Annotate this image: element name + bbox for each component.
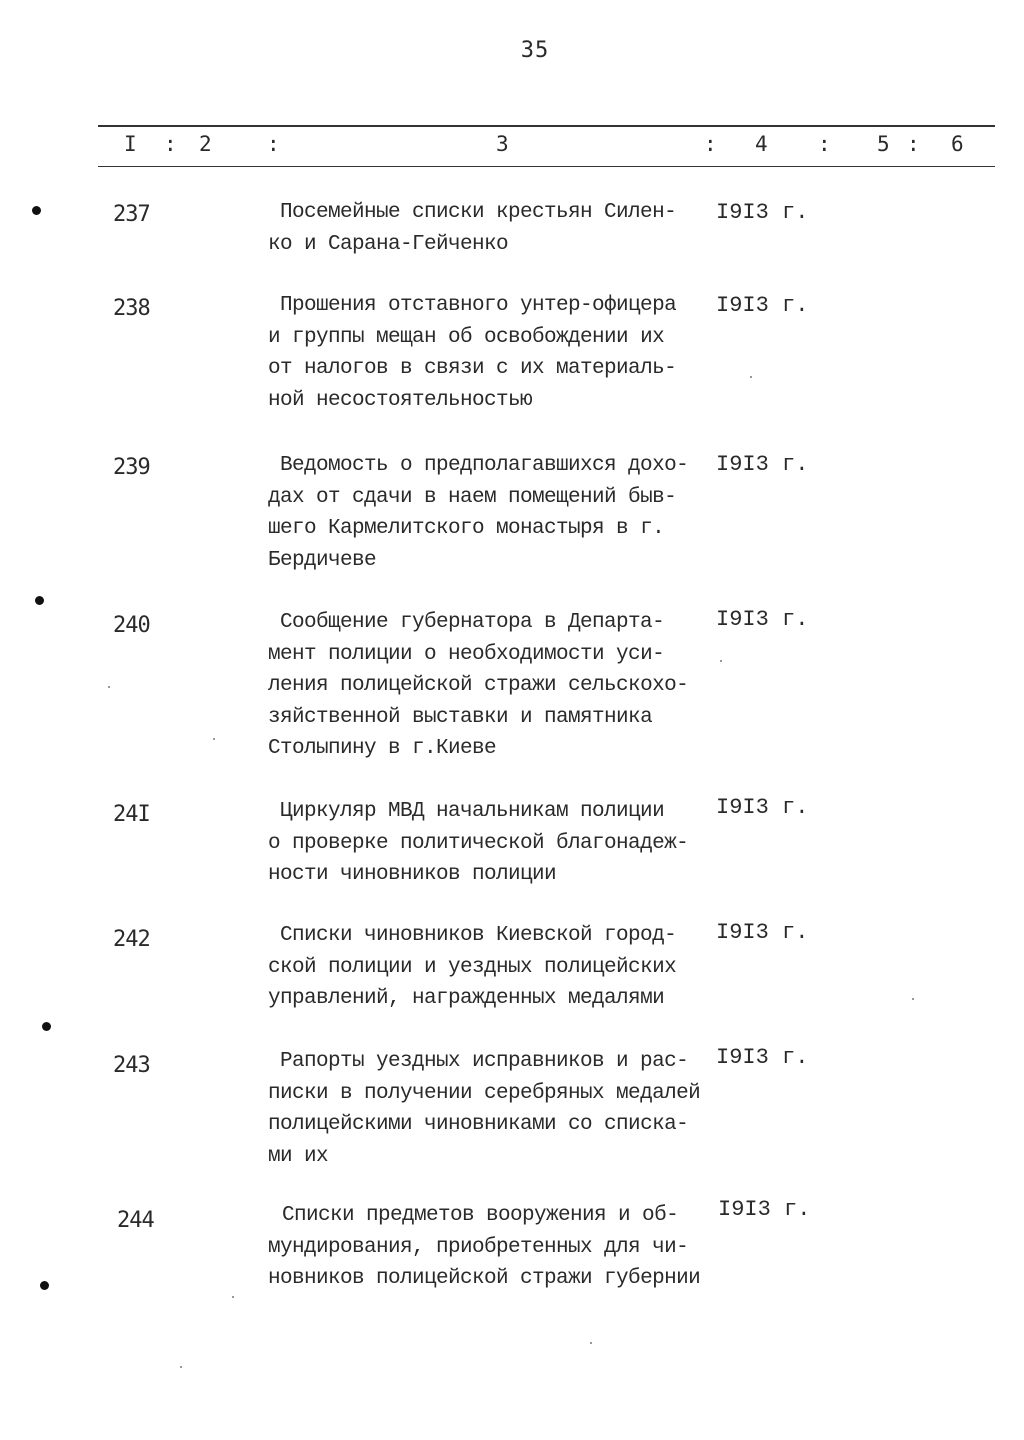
entry-description [268,197,728,260]
entry-description [268,607,728,765]
entry-number: 238 [113,296,150,321]
entry-year: I9I3 г. [716,452,809,477]
description-line: ности чиновников полиции [268,863,557,886]
punch-hole-mark [35,596,44,605]
entry-description [268,920,728,1015]
description-line: о проверке политической благонадеж- [268,831,689,855]
description-line: Списки предметов вооружения и об- [282,1204,679,1227]
description-line: шего Кармелитского монастыря в г. [268,517,665,540]
scan-speck [750,376,752,378]
description-line: ко и Сарана-Гейченко [268,232,509,256]
entry-number: 242 [113,927,150,952]
description-line: писки в получении серебряных медалей [268,1081,701,1105]
entry-year: I9I3 г. [716,795,809,820]
col-header-6: 6 [951,132,964,156]
description-line: Рапорты уездных исправников и рас- [280,1050,689,1073]
header-bottom-rule [98,166,995,167]
description-line: Ведомость о предполагавшихся дохо- [280,454,689,477]
description-line: ми их [268,1144,329,1168]
scan-speck [232,1296,234,1298]
description-line: зяйственной выставки и памятника [268,705,653,729]
entry-description [268,450,728,576]
description-line: ской полиции и уездных полицейских [268,955,677,979]
description-line: Прошения отставного унтер-офицера [280,294,677,317]
entry-description [268,796,728,891]
entry-year: I9I3 г. [718,1197,811,1222]
col-header-sep: : [267,132,280,156]
description-line: от налогов в связи с их материаль- [268,357,677,380]
entry-number: 240 [113,613,150,638]
entry-description [268,290,728,416]
description-line: Списки чиновников Киевской город- [280,924,677,947]
scan-speck [590,1342,592,1344]
description-line: ления полицейской стражи сельскохо- [268,674,689,697]
scan-speck [213,738,215,740]
col-header-3: 3 [496,132,509,156]
col-header-sep: : [164,132,177,156]
scan-speck [912,998,914,1000]
header-top-rule [98,125,995,127]
entry-year: I9I3 г. [716,607,809,632]
description-line: Посемейные списки крестьян Силен- [280,201,677,224]
entry-description [268,1046,728,1172]
entry-year: I9I3 г. [716,920,809,945]
entry-number: 237 [113,202,150,227]
col-header-sep: : [907,132,920,156]
description-line: управлений, награжденных медалями [268,987,665,1010]
entry-number: 24I [113,802,150,827]
description-line: и группы мещан об освобождении их [268,325,665,349]
description-line: мент полиции о необходимости уси- [268,642,665,666]
entry-number: 239 [113,455,150,480]
col-header-1: I [124,132,137,156]
description-line: дах от сдачи в наем помещений быв- [268,485,677,509]
col-header-2: 2 [199,132,212,156]
punch-hole-mark [32,206,41,215]
col-header-sep: : [704,132,717,156]
entry-year: I9I3 г. [716,1045,809,1070]
col-header-sep: : [818,132,831,156]
scan-speck [108,686,110,688]
col-header-5: 5 [877,132,890,156]
description-line: Сообщение губернатора в Департа- [280,611,665,634]
entry-year: I9I3 г. [716,293,809,318]
scan-speck [180,1366,182,1368]
description-line: Циркуляр МВД начальникам полиции [280,800,665,823]
description-line: новников полицейской стражи губернии [268,1267,701,1290]
entry-year: I9I3 г. [716,200,809,225]
description-line: Бердичеве [268,548,377,572]
description-line: Столыпину в г.Киеве [268,737,497,760]
entry-description [268,1200,728,1295]
punch-hole-mark [40,1281,49,1290]
scan-speck [720,660,722,662]
entry-number: 244 [117,1208,154,1233]
description-line: мундирования, приобретенных для чи- [268,1235,689,1259]
col-header-4: 4 [755,132,768,156]
page-number: 35 [520,38,550,63]
entry-number: 243 [113,1053,150,1078]
description-line: ной несостоятельностью [268,388,533,412]
description-line: полицейскими чиновниками со списка- [268,1113,689,1136]
punch-hole-mark [42,1022,51,1031]
